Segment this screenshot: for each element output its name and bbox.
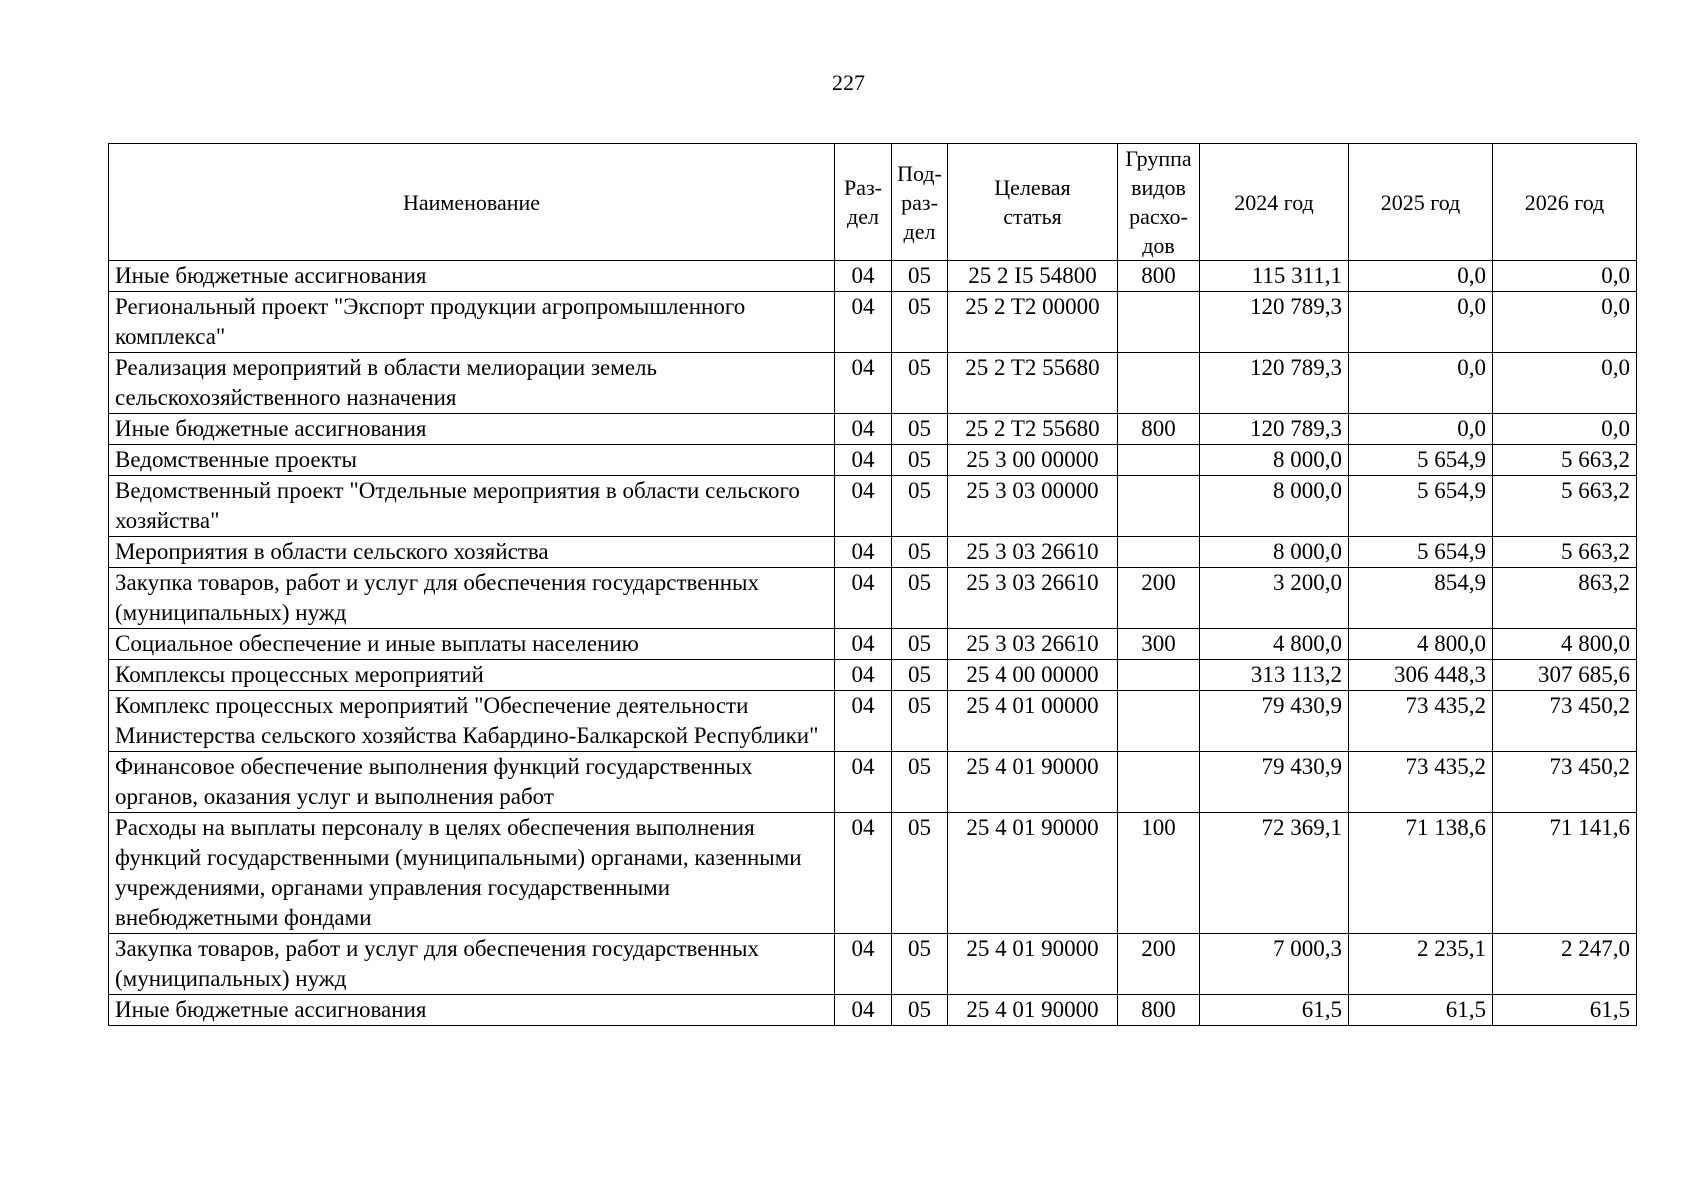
cell-target: 25 4 01 00000 <box>948 691 1118 752</box>
cell-target: 25 4 01 90000 <box>948 813 1118 934</box>
cell-razdel: 04 <box>835 752 892 813</box>
table-header <box>109 144 1637 261</box>
cell-podrazdel: 05 <box>892 292 948 353</box>
cell-target: 25 4 01 90000 <box>948 934 1118 995</box>
cell-name: Ведомственный проект "Отдельные мероприятия в области сельского хозяйства" <box>109 476 835 537</box>
cell-2024: 79 430,9 <box>1200 752 1349 813</box>
cell-podrazdel: 05 <box>892 537 948 568</box>
cell-group <box>1118 476 1200 537</box>
cell-name: Ведомственные проекты <box>109 445 835 476</box>
cell-name: Иные бюджетные ассигнования <box>109 995 835 1026</box>
cell-2025: 0,0 <box>1349 353 1493 414</box>
cell-razdel: 04 <box>835 660 892 691</box>
cell-2024: 313 113,2 <box>1200 660 1349 691</box>
cell-podrazdel: 05 <box>892 934 948 995</box>
table-row <box>109 568 1637 629</box>
cell-group <box>1118 660 1200 691</box>
cell-2025: 2 235,1 <box>1349 934 1493 995</box>
cell-2026: 71 141,6 <box>1493 813 1637 934</box>
cell-2024: 72 369,1 <box>1200 813 1349 934</box>
cell-group: 800 <box>1118 995 1200 1026</box>
cell-2026: 0,0 <box>1493 414 1637 445</box>
header-name: Наименование <box>109 144 835 261</box>
table-row <box>109 691 1637 752</box>
cell-2026: 2 247,0 <box>1493 934 1637 995</box>
cell-2025: 306 448,3 <box>1349 660 1493 691</box>
cell-name: Комплекс процессных мероприятий "Обеспечение деятельности Министерства сельского хозяйства Кабардино-Балкарской Республики" <box>109 691 835 752</box>
table-row <box>109 445 1637 476</box>
cell-2024: 4 800,0 <box>1200 629 1349 660</box>
cell-name: Закупка товаров, работ и услуг для обеспечения государственных (муниципальных) нужд <box>109 934 835 995</box>
cell-target: 25 3 03 26610 <box>948 537 1118 568</box>
cell-2026: 5 663,2 <box>1493 476 1637 537</box>
cell-group <box>1118 445 1200 476</box>
table-row <box>109 629 1637 660</box>
cell-2025: 73 435,2 <box>1349 691 1493 752</box>
table-row <box>109 752 1637 813</box>
cell-2026: 73 450,2 <box>1493 691 1637 752</box>
cell-group: 800 <box>1118 414 1200 445</box>
cell-razdel: 04 <box>835 995 892 1026</box>
cell-2025: 0,0 <box>1349 292 1493 353</box>
cell-2024: 7 000,3 <box>1200 934 1349 995</box>
table-row <box>109 292 1637 353</box>
cell-group: 100 <box>1118 813 1200 934</box>
table-row <box>109 476 1637 537</box>
cell-group <box>1118 292 1200 353</box>
cell-razdel: 04 <box>835 537 892 568</box>
cell-podrazdel: 05 <box>892 476 948 537</box>
header-target: Целевая статья <box>948 144 1118 261</box>
cell-name: Расходы на выплаты персоналу в целях обеспечения выполнения функций государственными (муниципальными) органами, казенными учреждениями, органами управления государственными внебюджетными фондами <box>109 813 835 934</box>
cell-group: 800 <box>1118 261 1200 292</box>
table-row <box>109 934 1637 995</box>
cell-target: 25 2 I5 54800 <box>948 261 1118 292</box>
cell-name: Социальное обеспечение и иные выплаты населению <box>109 629 835 660</box>
cell-2024: 120 789,3 <box>1200 292 1349 353</box>
cell-2024: 61,5 <box>1200 995 1349 1026</box>
cell-name: Закупка товаров, работ и услуг для обеспечения государственных (муниципальных) нужд <box>109 568 835 629</box>
cell-target: 25 4 00 00000 <box>948 660 1118 691</box>
table-body <box>109 261 1637 1026</box>
table-row <box>109 414 1637 445</box>
cell-2025: 73 435,2 <box>1349 752 1493 813</box>
cell-group: 300 <box>1118 629 1200 660</box>
cell-target: 25 2 T2 55680 <box>948 414 1118 445</box>
cell-2024: 8 000,0 <box>1200 445 1349 476</box>
cell-podrazdel: 05 <box>892 353 948 414</box>
cell-podrazdel: 05 <box>892 568 948 629</box>
cell-2024: 3 200,0 <box>1200 568 1349 629</box>
cell-target: 25 3 03 26610 <box>948 629 1118 660</box>
cell-razdel: 04 <box>835 445 892 476</box>
page-number: 227 <box>832 70 865 95</box>
cell-razdel: 04 <box>835 292 892 353</box>
cell-2026: 61,5 <box>1493 995 1637 1026</box>
cell-target: 25 4 01 90000 <box>948 995 1118 1026</box>
cell-2026: 307 685,6 <box>1493 660 1637 691</box>
cell-group: 200 <box>1118 934 1200 995</box>
cell-2026: 863,2 <box>1493 568 1637 629</box>
cell-podrazdel: 05 <box>892 691 948 752</box>
table-row <box>109 353 1637 414</box>
cell-razdel: 04 <box>835 691 892 752</box>
cell-2026: 0,0 <box>1493 292 1637 353</box>
cell-2024: 79 430,9 <box>1200 691 1349 752</box>
cell-podrazdel: 05 <box>892 414 948 445</box>
cell-razdel: 04 <box>835 934 892 995</box>
cell-razdel: 04 <box>835 629 892 660</box>
cell-name: Региональный проект "Экспорт продукции агропромышленного комплекса" <box>109 292 835 353</box>
cell-razdel: 04 <box>835 414 892 445</box>
cell-target: 25 3 03 26610 <box>948 568 1118 629</box>
cell-target: 25 2 T2 00000 <box>948 292 1118 353</box>
cell-name: Иные бюджетные ассигнования <box>109 414 835 445</box>
cell-podrazdel: 05 <box>892 261 948 292</box>
cell-2025: 4 800,0 <box>1349 629 1493 660</box>
cell-name: Реализация мероприятий в области мелиорации земель сельскохозяйственного назначения <box>109 353 835 414</box>
cell-2025: 5 654,9 <box>1349 476 1493 537</box>
cell-group <box>1118 691 1200 752</box>
table-row <box>109 660 1637 691</box>
header-group: Группа видов расхо- дов <box>1118 144 1200 261</box>
cell-name: Мероприятия в области сельского хозяйства <box>109 537 835 568</box>
header-razdel: Раз- дел <box>835 144 892 261</box>
cell-2024: 8 000,0 <box>1200 537 1349 568</box>
cell-2024: 8 000,0 <box>1200 476 1349 537</box>
cell-2026: 0,0 <box>1493 353 1637 414</box>
cell-name: Финансовое обеспечение выполнения функций государственных органов, оказания услуг и выполнения работ <box>109 752 835 813</box>
cell-2026: 73 450,2 <box>1493 752 1637 813</box>
cell-name: Иные бюджетные ассигнования <box>109 261 835 292</box>
cell-2024: 120 789,3 <box>1200 414 1349 445</box>
header-2025: 2025 год <box>1349 144 1493 261</box>
cell-2025: 5 654,9 <box>1349 445 1493 476</box>
cell-target: 25 4 01 90000 <box>948 752 1118 813</box>
cell-2026: 5 663,2 <box>1493 445 1637 476</box>
cell-2026: 5 663,2 <box>1493 537 1637 568</box>
header-2024: 2024 год <box>1200 144 1349 261</box>
cell-2025: 5 654,9 <box>1349 537 1493 568</box>
cell-2025: 0,0 <box>1349 414 1493 445</box>
cell-2025: 854,9 <box>1349 568 1493 629</box>
cell-podrazdel: 05 <box>892 995 948 1026</box>
cell-group: 200 <box>1118 568 1200 629</box>
cell-podrazdel: 05 <box>892 813 948 934</box>
cell-razdel: 04 <box>835 813 892 934</box>
budget-table <box>108 143 1637 1026</box>
table-row <box>109 261 1637 292</box>
cell-razdel: 04 <box>835 568 892 629</box>
table-row <box>109 995 1637 1026</box>
cell-group <box>1118 537 1200 568</box>
cell-podrazdel: 05 <box>892 660 948 691</box>
cell-podrazdel: 05 <box>892 629 948 660</box>
header-2026: 2026 год <box>1493 144 1637 261</box>
header-podrazdel: Под- раз- дел <box>892 144 948 261</box>
cell-podrazdel: 05 <box>892 445 948 476</box>
cell-razdel: 04 <box>835 353 892 414</box>
cell-2024: 120 789,3 <box>1200 353 1349 414</box>
cell-target: 25 3 00 00000 <box>948 445 1118 476</box>
table-row <box>109 813 1637 934</box>
cell-target: 25 2 T2 55680 <box>948 353 1118 414</box>
cell-2025: 61,5 <box>1349 995 1493 1026</box>
cell-group <box>1118 353 1200 414</box>
cell-podrazdel: 05 <box>892 752 948 813</box>
cell-name: Комплексы процессных мероприятий <box>109 660 835 691</box>
cell-razdel: 04 <box>835 261 892 292</box>
table-row <box>109 537 1637 568</box>
cell-2026: 4 800,0 <box>1493 629 1637 660</box>
cell-group <box>1118 752 1200 813</box>
cell-2025: 0,0 <box>1349 261 1493 292</box>
cell-razdel: 04 <box>835 476 892 537</box>
cell-2024: 115 311,1 <box>1200 261 1349 292</box>
cell-target: 25 3 03 00000 <box>948 476 1118 537</box>
cell-2026: 0,0 <box>1493 261 1637 292</box>
cell-2025: 71 138,6 <box>1349 813 1493 934</box>
